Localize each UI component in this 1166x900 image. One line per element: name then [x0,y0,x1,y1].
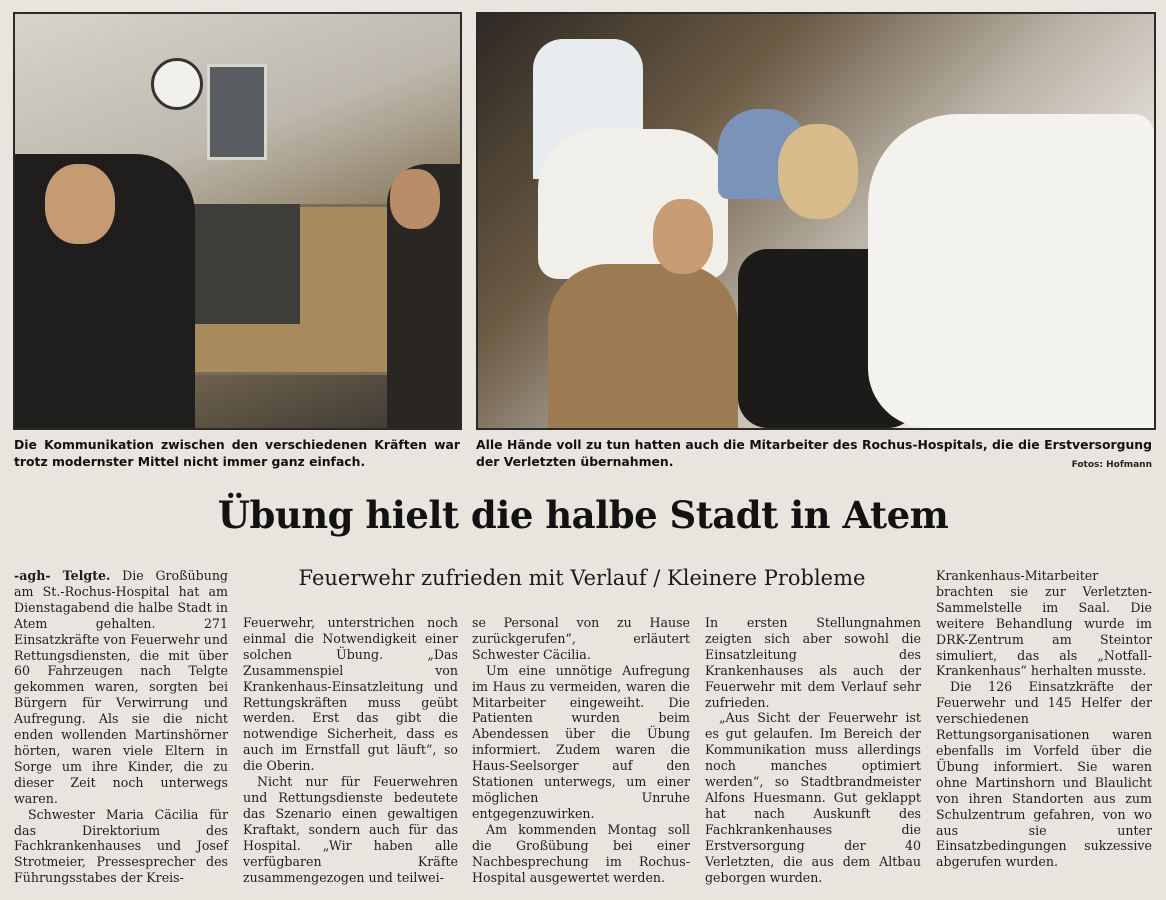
article-column-1 [14,568,228,886]
nurse-head [778,124,858,219]
photo-credit: Fotos: Hofmann [1071,460,1152,470]
man-brown-head [653,199,713,274]
caption-right: Alle Hände voll zu tun hatten auch die Mitarbeiter des Rochus-Hospitals, die die Erstversorgung der Verletzten übernahmen. [476,437,1152,469]
operator-face [390,169,440,229]
dateline: -agh- Telgte. [14,568,111,583]
monitor [207,64,267,160]
nurse-bending [868,114,1154,428]
paragraph: Nicht nur für Feuerwehren und Rettungsdienste bedeutete das Szenario einen gewaltigen Kraftakt, sondern auch für das Hospital. „Wir haben alle verfügbaren Kräfte zusammengezogen und teilwei- [243,774,458,885]
subheadline: Feuerwehr zufrieden mit Verlauf / Kleinere Probleme [298,566,866,590]
photo-hospital-staff [476,12,1156,430]
headline: Übung hielt die halbe Stadt in Atem [217,493,949,537]
article-column-3 [472,615,690,885]
article-column-2 [243,615,458,885]
firefighter-face [45,164,115,244]
paragraph: Feuerwehr, unterstrichen noch einmal die Notwendigkeit einer solchen Übung. „Das Zusammenspiel von Krankenhaus-Einsatzleitung und Rettungskräften muss geübt werden. Erst das gibt die notwendige Sicherheit, dass es auch im Ernstfall gut läuft“, so die Oberin. [243,615,458,774]
man-brown-jacket [548,264,738,428]
paragraph: In ersten Stellungnahmen zeigten sich aber sowohl die Einsatzleitung des Krankenhauses als auch der Feuerwehr mit dem Verlauf sehr zufrieden. [705,615,921,710]
wall-clock [151,58,203,110]
paragraph: Am kommenden Montag soll die Großübung bei einer Nachbesprechung im Rochus-Hospital ausgewertet werden. [472,821,690,885]
article-column-5 [936,568,1152,870]
paragraph: „Aus Sicht der Feuerwehr ist es gut gelaufen. Im Bereich der Kommunikation muss allerdings noch manches optimiert werden“, so Stadtbrandmeister Alfons Huesmann. Gut geklappt hat nach Auskunft des Fachkrankenhauses die Erstversorgung der 40 Verletzten, die aus dem Altbau geborgen wurden. [705,710,921,885]
paragraph: se Personal von zu Hause zurückgerufen“, erläutert Schwester Cäcilia. [472,615,690,662]
photo-control-room [13,12,462,430]
paragraph: Krankenhaus-Mitarbeiter brachten sie zur Verletzten-Sammelstelle im Saal. Die weitere Behandlung wurde im DRK-Zentrum am Steintor simuliert, das als „Notfall-Krankenhaus“ herhalten musste. [936,568,1152,679]
caption-left: Die Kommunikation zwischen den verschiedenen Kräften war trotz modernster Mittel nicht immer ganz einfach. [14,437,460,469]
paragraph: Schwester Maria Cäcilia für das Direktorium des Fachkrankenhauses und Josef Strotmeier, Pressesprecher des Führungsstabes der Kreis- [14,806,228,886]
paragraph: Um eine unnötige Aufregung im Haus zu vermeiden, waren die Mitarbeiter eingeweiht. Die Patienten wurden beim Abendessen über die Übung informiert. Zudem waren die Haus-Seelsorger auf den Stationen unterwegs, um einer möglichen Unruhe entgegenzuwirken. [472,662,690,821]
article-column-4 [705,615,921,885]
paragraph: -agh- Telgte. Die Großübung am St.-Rochus-Hospital hat am Dienstagabend die halbe Stadt in Atem gehalten. 271 Einsatzkräfte von Feuerwehr und Rettungsdiensten, die mit über 60 Fahrzeugen nach Telgte gekommen waren, sorgten bei Bürgern für Verwirrung und Aufregung. Als sie die nicht enden wollenden Martinshörner hörten, waren viele Eltern in Sorge um ihre Kinder, die zu dieser Zeit noch unterwegs waren. [14,568,228,806]
paragraph: Die 126 Einsatzkräfte der Feuerwehr und 145 Helfer der verschiedenen Rettungsorganisationen waren ebenfalls im Vorfeld über die Übung informiert. Sie waren ohne Martinshorn und Blaulicht von ihren Standorten aus zum Schulzentrum gefahren, von wo aus sie unter Einsatzbedingungen sukzessive abgerufen wurden. [936,679,1152,870]
